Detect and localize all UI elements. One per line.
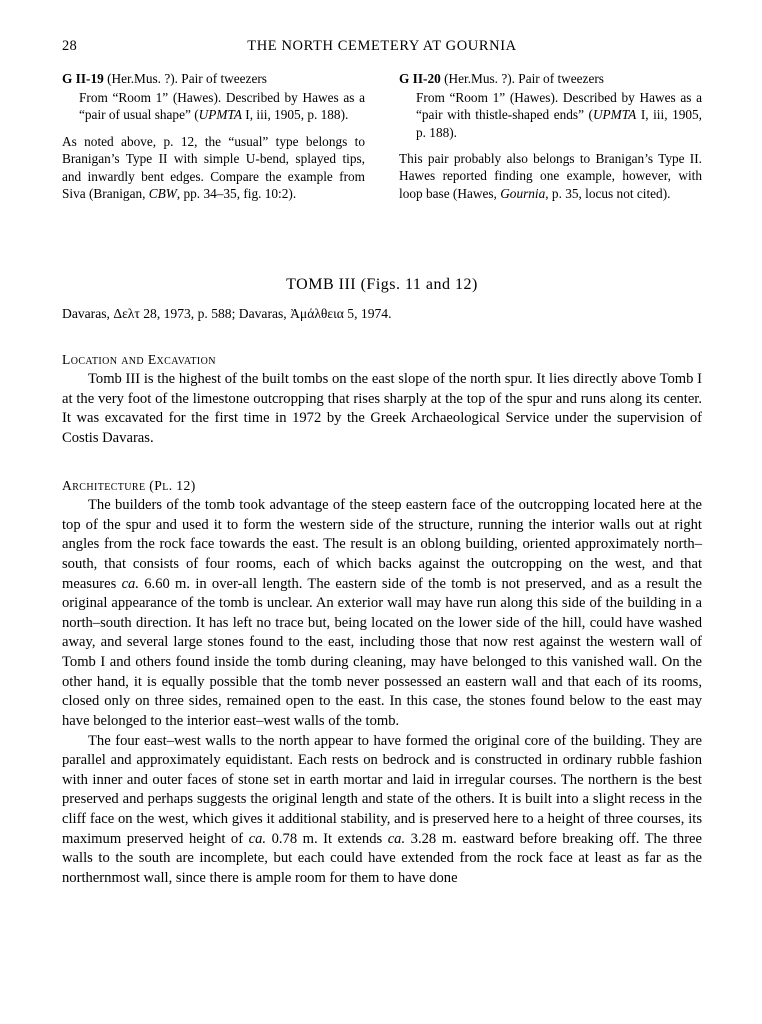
section-paragraph: Tomb III is the highest of the built tombs on the east slope of the north spur. It lies directly above Tomb I at the very foot of the limestone outcropping that rises sharply at the top of the spur and runs along its center. It was excavated for the first time in 1972 by the Greek Archaeological Service under the supervision of Costis Davaras. <box>62 371 702 446</box>
section-paragraph: The builders of the tomb took advantage of the steep eastern face of the outcropping located here at the top of the spur and used it to form the western side of the structure, running the interior walls out at right angles from the rock face towards the east. The result is an oblong building, oriented approximately north–south, that consists of four rooms, each of which backs against the outcropping on the west, and that measures ca. 6.60 m. in over-all length. The eastern side of the tomb is not preserved, and as a result the original appearance of the tomb is unclear. An exterior wall may have run along this side of the building in a north–south direction. It has left no trace but, being located on the lower side of the hill, could have washed away, and several large stones found to the east, including those that now rest against the western wall of Tomb I and others found inside the tomb during cleaning, may have belonged to this vanished wall. On the other hand, it is equally possible that the tomb never possessed an eastern wall and that each of its rooms, closed only on three sides, remained open to the east. In this case, the stones found below to the east may have belonged to the interior east–west walls of the tomb. <box>62 497 702 729</box>
section-location-and-excavation <box>62 352 702 449</box>
page-number: 28 <box>62 38 77 54</box>
catalog-entry-provenance-text: From “Room 1” (Hawes). Described by Hawes as a “pair of usual shape” (UPMTA I, iii, 1905, p. 188). <box>79 90 365 123</box>
catalog-entry-commentary-text: As noted above, p. 12, the “usual” type belongs to Branigan’s Type II with simple U-bend, splayed tips, and inwardly bent edges. Compare the example from Siva (Branigan, CBW, pp. 34–35, fig. 10:2). <box>62 133 365 202</box>
catalog-column-left <box>62 70 365 203</box>
tomb-references: Davaras, Δελτ 28, 1973, p. 588; Davaras, Ἀμάλθεια 5, 1974. <box>62 306 392 321</box>
catalog-column-right <box>399 70 702 203</box>
catalog-entries <box>62 70 702 203</box>
section-architecture <box>62 478 702 889</box>
catalog-entry-id: G II-20 <box>399 71 441 86</box>
page-header <box>62 38 702 58</box>
section-paragraph: The four east–west walls to the north appear to have formed the original core of the building. They are parallel and approximately equidistant. Each rests on bedrock and is constructed in ordinary rubble fashion with inner and outer faces of stone set in earth mortar and laid in irregular courses. The northern is the best preserved and perhaps suggests the original length and state of the others. It is built into a slight recess in the cliff face on the west, which gives it additional stability, and is preserved here to a height of three courses, its maximum preserved height of ca. 0.78 m. It extends ca. 3.28 m. eastward before breaking off. The three walls to the south are incomplete, but each could have extended from the rock face at least as far as the northernmost wall, since there is ample room for them to have done <box>62 732 703 886</box>
catalog-entry-heading-text: (Her.Mus. ?). Pair of tweezers <box>107 71 267 86</box>
running-head: THE NORTH CEMETERY AT GOURNIA <box>247 38 517 54</box>
catalog-entry-provenance <box>62 89 365 124</box>
catalog-entry-heading-text: (Her.Mus. ?). Pair of tweezers <box>444 71 604 86</box>
catalog-entry-heading <box>399 70 702 87</box>
catalog-entry-commentary <box>399 150 702 203</box>
catalog-entry-commentary-text: This pair probably also belongs to Branigan’s Type II. Hawes reported finding one example, however, with loop base (Hawes, Gournia, p. 35, locus not cited). <box>399 150 702 201</box>
catalog-entry-provenance-text: From “Room 1” (Hawes). Described by Hawes as a “pair with thistle-shaped ends” (UPMTA I, iii, 1905, p. 188). <box>416 90 702 140</box>
section-heading: Location and Excavation <box>62 352 216 367</box>
catalog-entry-heading <box>62 70 365 87</box>
catalog-entry-provenance <box>399 89 702 141</box>
catalog-entry-commentary <box>62 133 365 203</box>
section-heading: Architecture (Pl. 12) <box>62 478 196 493</box>
tomb-title: TOMB III (Figs. 11 and 12) <box>286 276 478 293</box>
catalog-entry-id: G II-19 <box>62 71 104 86</box>
